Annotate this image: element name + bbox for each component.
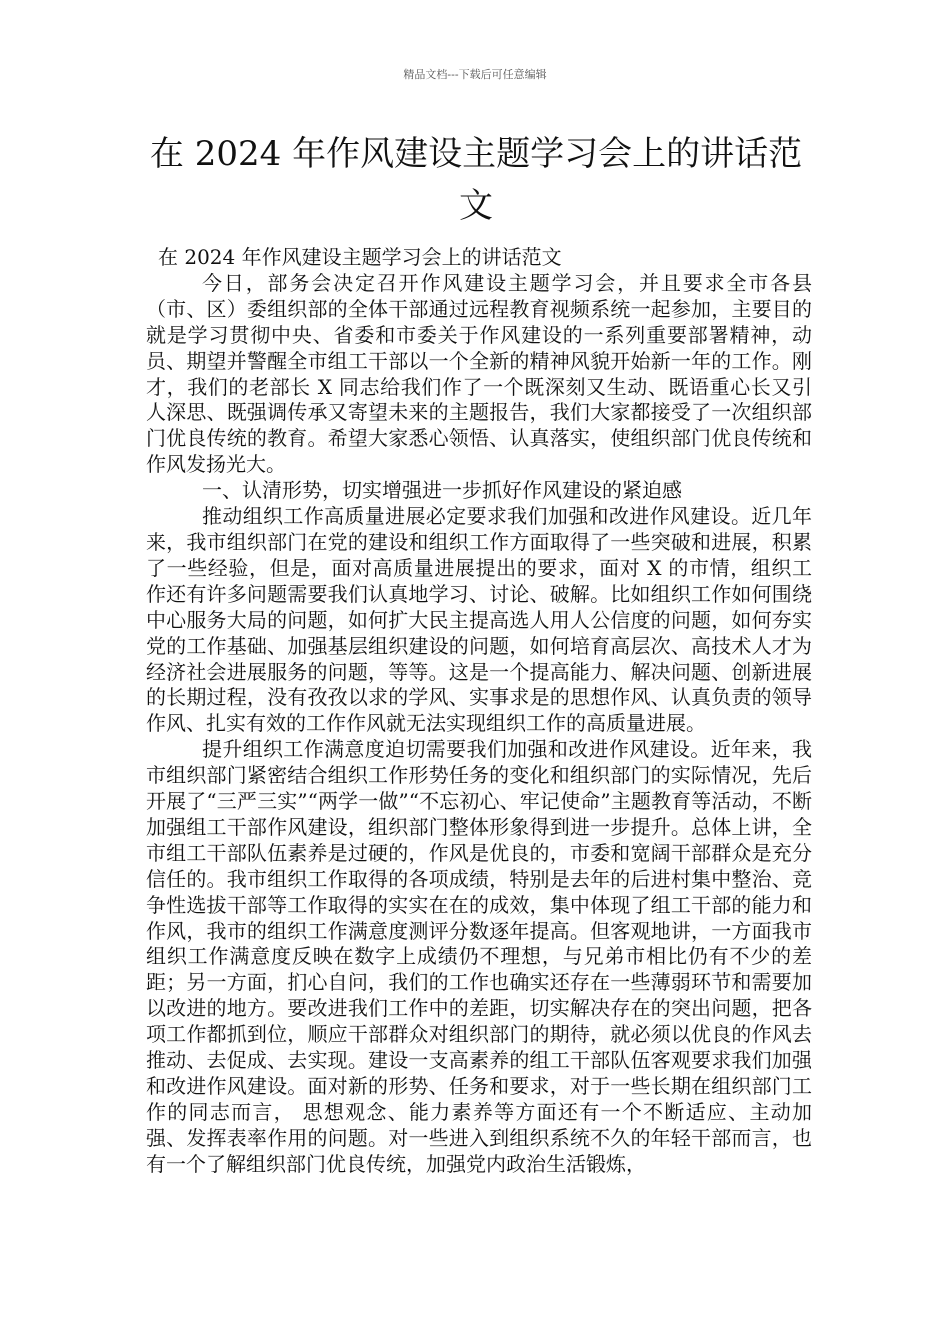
paragraph-high-quality-development: 推动组织工作高质量进展必定要求我们加强和改进作风建设。近几年来，我市组织部门在党的建设和组织工作方面取得了一些突破和进展，积累了一些经验，但是，面对高质量进展提出的要求，面对 X 的市情，组织工作还有许多问题需要我们认真地学习、讨论、破解。比如组织工作如何围绕中心服务大局的问题，如何扩大民主提高选人用人公信度的问题，如何夯实党的工作基础、加强基层组织建设的问题，如何培育高层次、高技术人才为经济社会进展服务的问题，等等。这是一个提高能力、解决问题、创新进展的长期过程，没有孜孜以求的学风、实事求是的思想作风、认真负责的领导作风、扎实有效的工作作风就无法实现组织工作的高质量进展。	[146, 504, 812, 736]
document-subtitle: 在 2024 年作风建设主题学习会上的讲话范文	[158, 245, 562, 269]
page-header-note: 精品文档---下载后可任意编辑	[403, 68, 547, 81]
paragraph-satisfaction: 提升组织工作满意度迫切需要我们加强和改进作风建设。近年来，我市组织部门紧密结合组织工作形势任务的变化和组织部门的实际情况，先后开展了“三严三实”“两学一做”“不忘初心、牢记使命”主题教育等活动，不断加强组工干部作风建设，组织部门整体形象得到进一步提升。总体上讲，全市组工干部队伍素养是过硬的，作风是优良的，市委和宽阔干部群众是充分信任的。我市组织工作取得的各项成绩，特别是去年的后进村集中整治、竞争性选拔干部等工作取得的实实在在的成效，集中体现了组工干部的能力和作风，我市的组织工作满意度测评分数逐年提高。但客观地讲，一方面我市组织工作满意度反映在数字上成绩仍不理想，与兄弟市相比仍有不少的差距；另一方面，扪心自问，我们的工作也确实还存在一些薄弱环节和需要加以改进的地方。要改进我们工作中的差距，切实解决存在的突出问题，把各项工作都抓到位，顺应干部群众对组织部门的期待，就必须以优良的作风去推动、去促成、去实现。建设一支高素养的组工干部队伍客观要求我们加强和改进作风建设。面对新的形势、任务和要求，对于一些长期在组织部门工作的同志而言， 思想观念、能力素养等方面还有一个不断适应、主动加强、发挥表率作用的问题。对一些进入到组织系统不久的年轻干部而言，也有一个了解组织部门优良传统，加强党内政治生活锻炼，	[146, 737, 812, 1176]
section-heading-1: 一、认清形势，切实增强进一步抓好作风建设的紧迫感	[202, 478, 682, 503]
document-title-line-1: 在 2024 年作风建设主题学习会上的讲话范	[149, 134, 803, 174]
document-title	[145, 128, 807, 232]
document-body	[146, 245, 812, 1178]
document-title-line-2: 文	[459, 186, 493, 226]
paragraph-opening: 今日，部务会决定召开作风建设主题学习会，并且要求全市各县（市、区）委组织部的全体干部通过远程教育视频系统一起参加，主要目的就是学习贯彻中央、省委和市委关于作风建设的一系列重要部署精神，动员、期望并警醒全市组工干部以一个全新的精神风貌开始新一年的工作。刚才，我们的老部长 X 同志给我们作了一个既深刻又生动、既语重心长又引人深思、既强调传承又寄望未来的主题报告，我们大家都接受了一次组织部门优良传统的教育。希望大家悉心领悟、认真落实，使组织部门优良传统和作风发扬光大。	[146, 270, 812, 477]
